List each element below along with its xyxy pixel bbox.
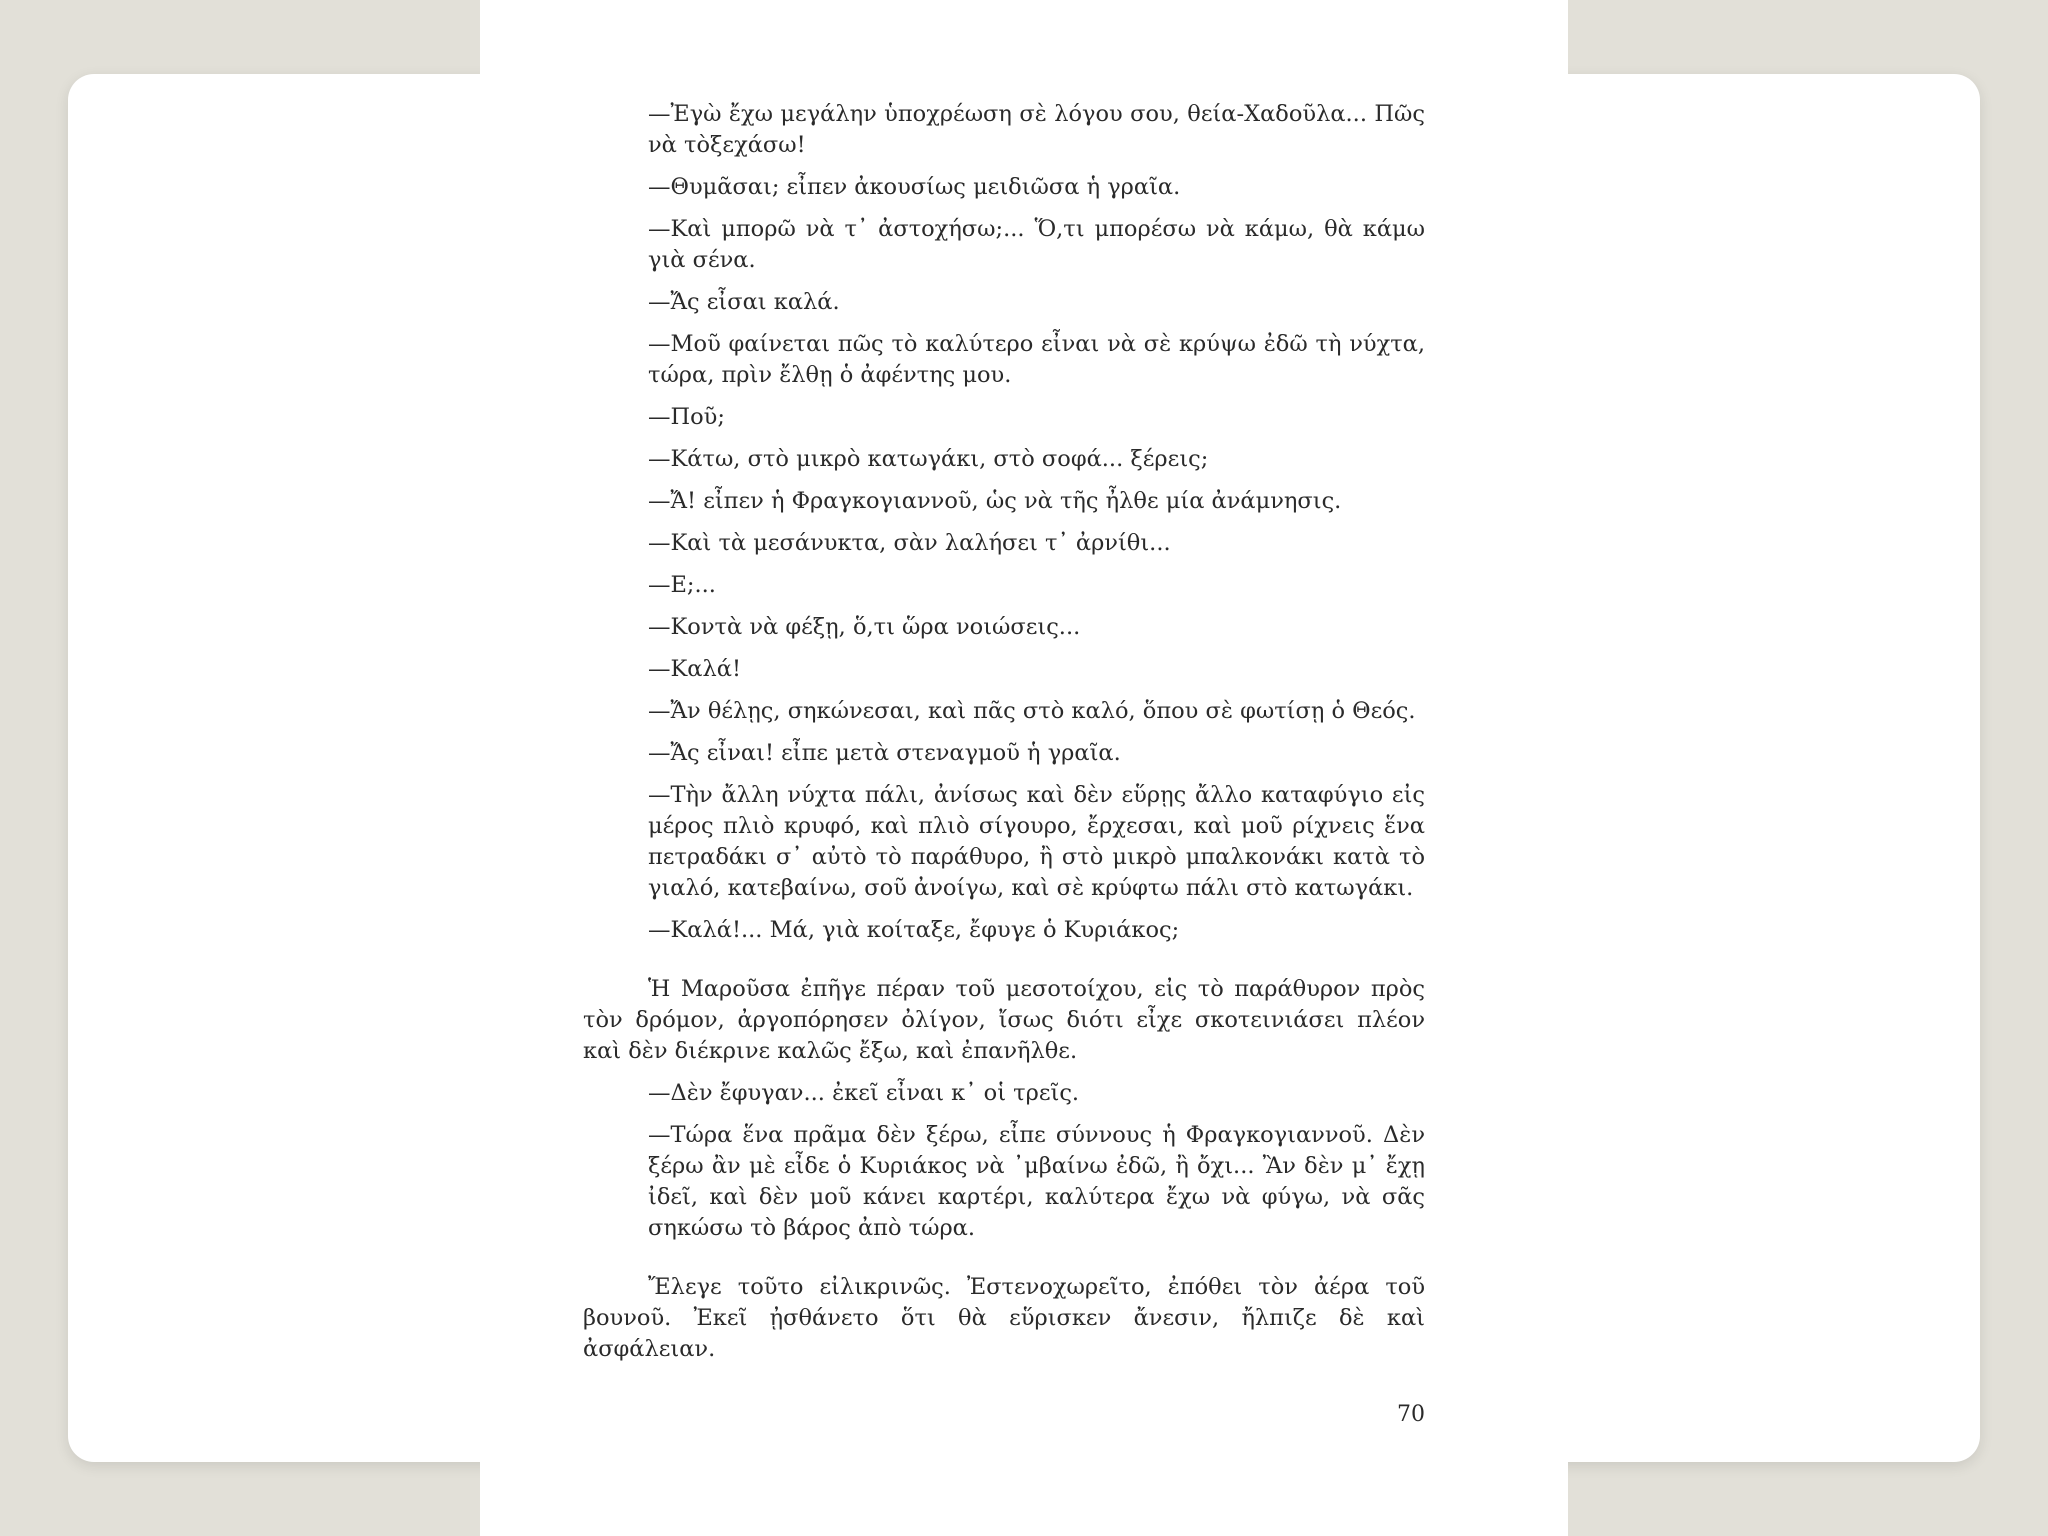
dialogue-paragraph: —Ἄ! εἶπεν ἡ Φραγκογιαννοῦ, ὡς νὰ τῆς ἦλθε μία ἀνάμνησις. bbox=[648, 488, 1342, 514]
dialogue-paragraph: —Δὲν ἔφυγαν... ἐκεῖ εἶναι κ᾽ οἱ τρεῖς. bbox=[648, 1080, 1080, 1106]
dialogue-paragraph: —Καλά! bbox=[648, 656, 741, 682]
dialogue-paragraph: —Καὶ τὰ μεσάνυκτα, σὰν λαλήσει τ᾽ ἀρνίθι... bbox=[648, 530, 1171, 556]
narrative-paragraph: Ἔλεγε τοῦτο εἰλικρινῶς. Ἐστενοχωρεῖτο, ἐπόθει τὸν ἀέρα τοῦ βουνοῦ. Ἐκεῖ ᾐσθάνετο ὅτι θὰ εὕρισκεν ἄνεσιν, ἤλπιζε δὲ καὶ ἀσφάλειαν. bbox=[583, 1274, 1425, 1362]
dialogue-paragraph: —Ἐγὼ ἔχω μεγάλην ὑποχρέωση σὲ λόγου σου, θεία-Χαδοῦλα... Πῶς νὰ τὸξεχάσω! bbox=[648, 101, 1425, 158]
dialogue-paragraph: —Ποῦ; bbox=[648, 404, 725, 430]
page-text bbox=[583, 99, 1425, 1376]
dialogue-paragraph: —Τώρα ἕνα πρᾶμα δὲν ξέρω, εἶπε σύννους ἡ Φραγκογιαννοῦ. Δὲν ξέρω ἂν μὲ εἶδε ὁ Κυριάκος νὰ ᾽μβαίνω ἐδῶ, ἢ ὄχι... Ἂν δὲν μ᾽ ἔχῃ ἰδεῖ, καὶ δὲν μοῦ κάνει καρτέρι, καλύτερα ἔχω νὰ φύγω, νὰ σᾶς σηκώσω τὸ βάρος ἀπὸ τώρα. bbox=[648, 1122, 1425, 1241]
dialogue-paragraph: —Τὴν ἄλλη νύχτα πάλι, ἀνίσως καὶ δὲν εὕρῃς ἄλλο καταφύγιο εἰς μέρος πλιὸ κρυφό, καὶ πλιὸ σίγουρο, ἔρχεσαι, καὶ μοῦ ρίχνεις ἕνα πετραδάκι σ᾽ αὐτὸ τὸ παράθυρο, ἢ στὸ μικρὸ μπαλκονάκι κατὰ τὸ γιαλό, κατεβαίνω, σοῦ ἀνοίγω, καὶ σὲ κρύφτω πάλι στὸ κατωγάκι. bbox=[648, 782, 1425, 901]
dialogue-paragraph: —Θυμᾶσαι; εἶπεν ἀκουσίως μειδιῶσα ἡ γραῖα. bbox=[648, 174, 1181, 200]
narrative-paragraph: Ἡ Μαροῦσα ἐπῆγε πέραν τοῦ μεσοτοίχου, εἰς τὸ παράθυρον πρὸς τὸν δρόμον, ἀργοπόρησεν ὀλίγον, ἴσως διότι εἶχε σκοτεινιάσει πλέον καὶ δὲν διέκρινε καλῶς ἔξω, καὶ ἐπανῆλθε. bbox=[583, 976, 1425, 1064]
dialogue-paragraph: —Μοῦ φαίνεται πῶς τὸ καλύτερο εἶναι νὰ σὲ κρύψω ἐδῶ τὴ νύχτα, τώρα, πρὶν ἔλθῃ ὁ ἀφέντης μου. bbox=[648, 331, 1425, 388]
dialogue-paragraph: —Ἄς εἶσαι καλά. bbox=[648, 289, 840, 315]
dialogue-paragraph: —Καλά!... Μά, γιὰ κοίταξε, ἔφυγε ὁ Κυριάκος; bbox=[648, 917, 1180, 943]
dialogue-paragraph: —Καὶ μπορῶ νὰ τ᾽ ἀστοχήσω;... Ὅ,τι μπορέσω νὰ κάμω, θὰ κάμω γιὰ σένα. bbox=[648, 216, 1425, 273]
dialogue-paragraph: —Ε;... bbox=[648, 572, 716, 598]
dialogue-paragraph: —Ἄς εἶναι! εἶπε μετὰ στεναγμοῦ ἡ γραῖα. bbox=[648, 740, 1121, 766]
dialogue-paragraph: —Κοντὰ νὰ φέξῃ, ὅ,τι ὥρα νοιώσεις... bbox=[648, 614, 1081, 640]
document-page bbox=[480, 0, 1568, 1536]
page-number: 70 bbox=[1397, 1402, 1425, 1427]
dialogue-paragraph: —Ἄν θέλῃς, σηκώνεσαι, καὶ πᾶς στὸ καλό, ὅπου σὲ φωτίσῃ ὁ Θεός. bbox=[648, 698, 1416, 724]
dialogue-paragraph: —Κάτω, στὸ μικρὸ κατωγάκι, στὸ σοφά... ξέρεις; bbox=[648, 446, 1209, 472]
